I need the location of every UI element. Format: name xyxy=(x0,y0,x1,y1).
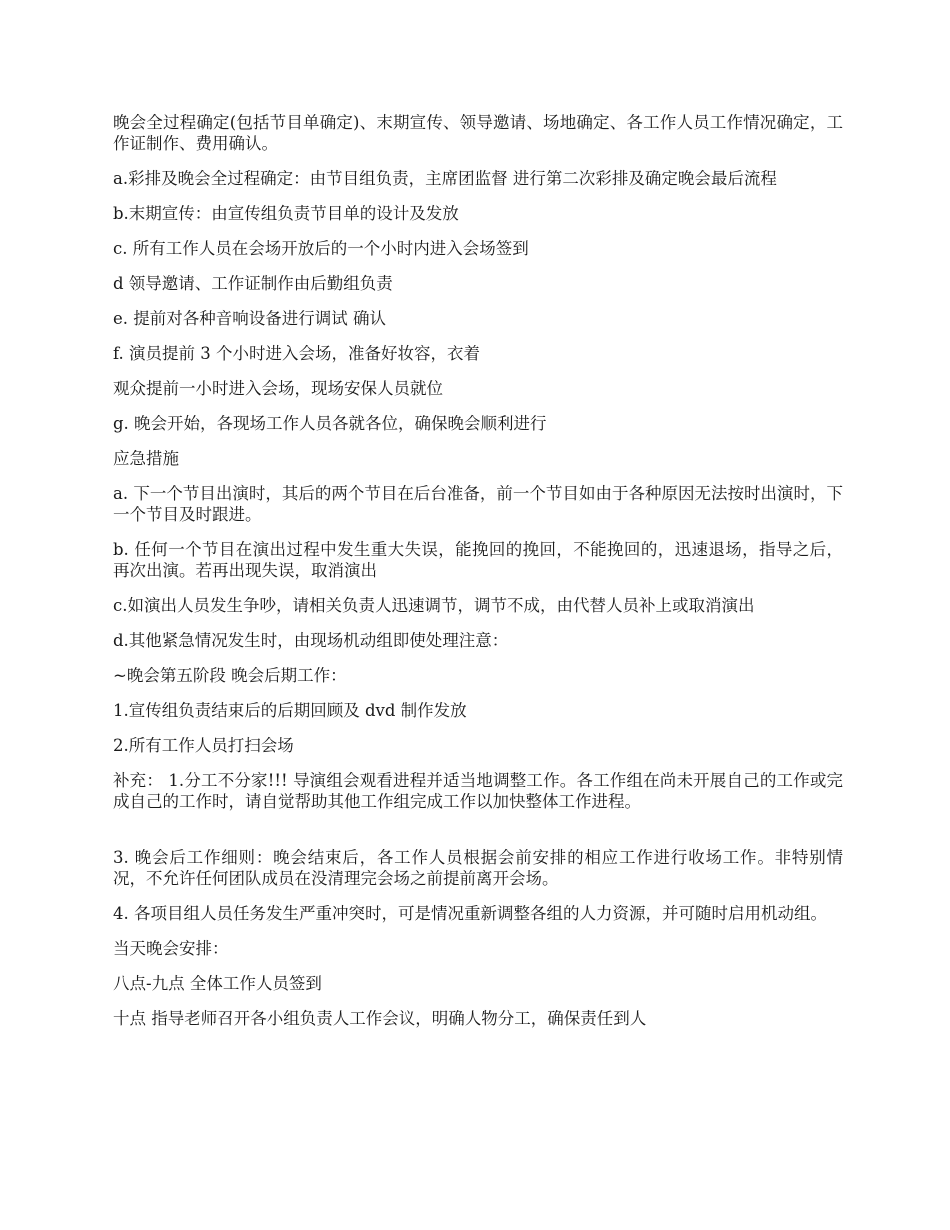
paragraph-item-b-publicity: b.末期宣传：由宣传组负责节目单的设计及发放 xyxy=(113,204,459,223)
document-body xyxy=(113,112,843,1043)
paragraph-emergency-d: d.其他紧急情况发生时，由现场机动组即使处理注意： xyxy=(113,631,509,650)
paragraph-audience: 观众提前一小时进入会场，现场安保人员就位 xyxy=(113,379,443,398)
paragraph-emergency-a: a. 下一个节目出演时，其后的两个节目在后台准备，前一个节目如由于各种原因无法按时出演时，下一个节目及时跟进。 xyxy=(113,484,843,524)
blank-line xyxy=(113,826,843,847)
paragraph-supplement: 补充： 1.分工不分家!!! 导演组会观看进程并适当地调整工作。各工作组在尚未开展自己的工作或完成自己的工作时，请自觉帮助其他工作组完成工作以加快整体工作进程。 xyxy=(113,771,843,811)
section-heading-emergency: 应急措施 xyxy=(113,449,179,468)
paragraph-post-1: 1.宣传组负责结束后的后期回顾及 dvd 制作发放 xyxy=(113,701,467,720)
paragraph-item-f-performers: f. 演员提前 3 个小时进入会场，准备好妆容，衣着 xyxy=(113,344,480,363)
paragraph-item-c-checkin: c. 所有工作人员在会场开放后的一个小时内进入会场签到 xyxy=(113,239,529,258)
paragraph-item-g-start: g. 晚会开始，各现场工作人员各就各位，确保晚会顺利进行 xyxy=(113,414,547,433)
section-heading-phase-five: ~晚会第五阶段 晚会后期工作： xyxy=(113,666,347,685)
schedule-item-meeting: 十点 指导老师召开各小组负责人工作会议，明确人物分工，确保责任到人 xyxy=(113,1009,647,1028)
paragraph-item-e-audio: e. 提前对各种音响设备进行调试 确认 xyxy=(113,309,386,328)
section-heading-schedule: 当天晚会安排： xyxy=(113,939,229,958)
paragraph-post-4: 4. 各项目组人员任务发生严重冲突时，可是情况重新调整各组的人力资源，并可随时启用机动组。 xyxy=(113,904,827,923)
schedule-item-signin: 八点-九点 全体工作人员签到 xyxy=(113,974,322,993)
paragraph-emergency-b: b. 任何一个节目在演出过程中发生重大失误，能挽回的挽回，不能挽回的，迅速退场，指导之后，再次出演。若再出现失误，取消演出 xyxy=(113,540,843,580)
paragraph-item-a-rehearsal: a.彩排及晚会全过程确定：由节目组负责，主席团监督 进行第二次彩排及确定晚会最后流程 xyxy=(113,169,777,188)
paragraph-item-d-invitation: d 领导邀请、工作证制作由后勤组负责 xyxy=(113,274,393,293)
paragraph-emergency-c: c.如演出人员发生争吵，请相关负责人迅速调节，调节不成，由代替人员补上或取消演出 xyxy=(113,596,755,615)
paragraph-post-2: 2.所有工作人员打扫会场 xyxy=(113,736,294,755)
paragraph-intro: 晚会全过程确定(包括节目单确定)、末期宣传、领导邀请、场地确定、各工作人员工作情况确定，工作证制作、费用确认。 xyxy=(113,113,843,153)
paragraph-post-3: 3. 晚会后工作细则：晚会结束后，各工作人员根据会前安排的相应工作进行收场工作。非特别情况，不允许任何团队成员在没清理完会场之前提前离开会场。 xyxy=(113,848,843,888)
